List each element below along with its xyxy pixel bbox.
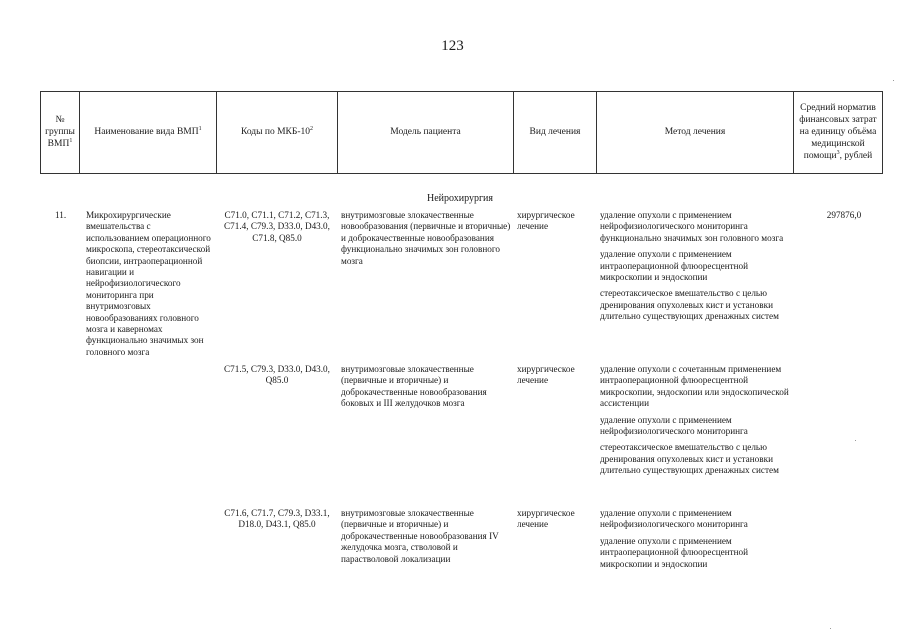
header-codes: Коды по МКБ-$10^2$ — [240, 125, 314, 137]
header-model: Модель пациента — [390, 127, 461, 137]
treatment-methods — [600, 210, 800, 328]
method-item: удаление опухоли с применением интраоперационной флюоресцентной микроскопии и эндоскопии — [600, 249, 749, 283]
header-divider — [882, 91, 883, 173]
section-title: Нейрохирургия — [426, 193, 494, 204]
icd-codes: C71.0, C71.1, C71.2, C71.3, C71.4, C79.3, D33.0, D43.0, C71.8, Q85.0 — [224, 210, 330, 243]
scan-speck — [893, 80, 894, 81]
treatment-methods — [600, 364, 800, 482]
method-item: стереотаксическое вмешательство с целью дренирования опухолевых кист и установки длительно существующих дренажных систем — [600, 288, 779, 322]
method-item: стереотаксическое вмешательство с целью дренирования опухолевых кист и установки длительно существующих дренажных систем — [600, 442, 779, 476]
icd-codes: C71.6, C71.7, C79.3, D33.1, D18.0, D43.1, Q85.0 — [224, 508, 330, 530]
method-item: удаление опухоли с применением интраоперационной флюоресцентной микроскопии и эндоскопии — [600, 535, 749, 569]
header-divider — [793, 91, 794, 173]
cost-value: 297876,0 — [826, 210, 862, 220]
header-cost: Средний норматив финансовых затрат на единицу объёма медицинской помощи$^3$, рублей — [799, 103, 877, 161]
method-item: удаление опухоли с применением нейрофизиологического мониторинга — [600, 508, 748, 530]
group-number: 11. — [55, 210, 67, 220]
vmp-name: Микрохирургические вмешательства с использованием операционного микроскопа, стереотаксической биопсии, интраоперационной навигации и нейрофизиологического мониторинга при внутримозговых новообразованиях головного мозга и каверномах функционально значимых зон головного мозга — [86, 210, 211, 357]
treatment-methods — [600, 508, 800, 575]
header-method: Метод лечения — [664, 127, 726, 137]
header-treatment-type: Вид лечения — [529, 127, 581, 137]
header-name: Наименование вида ВМП$^1$ — [94, 125, 202, 137]
treatment-type: хирургическое лечение — [517, 364, 575, 386]
scan-speck — [830, 628, 831, 629]
method-item: удаление опухоли с применением нейрофизиологического мониторинга функционально значимых зон головного мозга — [600, 210, 784, 243]
treatment-type: хирургическое лечение — [517, 210, 575, 232]
icd-codes: C71.5, C79.3, D33.0, D43.0, Q85.0 — [224, 364, 330, 386]
patient-model: внутримозговые злокачественные новообразования (первичные и вторичные) и доброкачественные новообразования функционально значимых зон головного мозга — [341, 210, 511, 266]
header-bottom-border — [40, 173, 883, 174]
method-item: удаление опухоли с применением нейрофизиологического мониторинга — [600, 414, 748, 437]
scan-speck — [855, 440, 856, 441]
header-group-no: № группы ВМП$^1$ — [45, 115, 75, 149]
treatment-type: хирургическое лечение — [517, 508, 575, 530]
method-item: удаление опухоли с сочетанным применением интраоперационной флюоресцентной микроскопии, эндоскопии или эндоскопической ассистенции — [600, 364, 789, 409]
patient-model: внутримозговые злокачественные (первичные и вторичные) и доброкачественные новообразования боковых и III желудочков мозга — [341, 364, 487, 409]
page-number: 123 — [441, 38, 464, 54]
patient-model: внутримозговые злокачественные (первичные и вторичные) и доброкачественные новообразования IV желудочка мозга, стволовой и парастволовой локализации — [341, 508, 499, 564]
